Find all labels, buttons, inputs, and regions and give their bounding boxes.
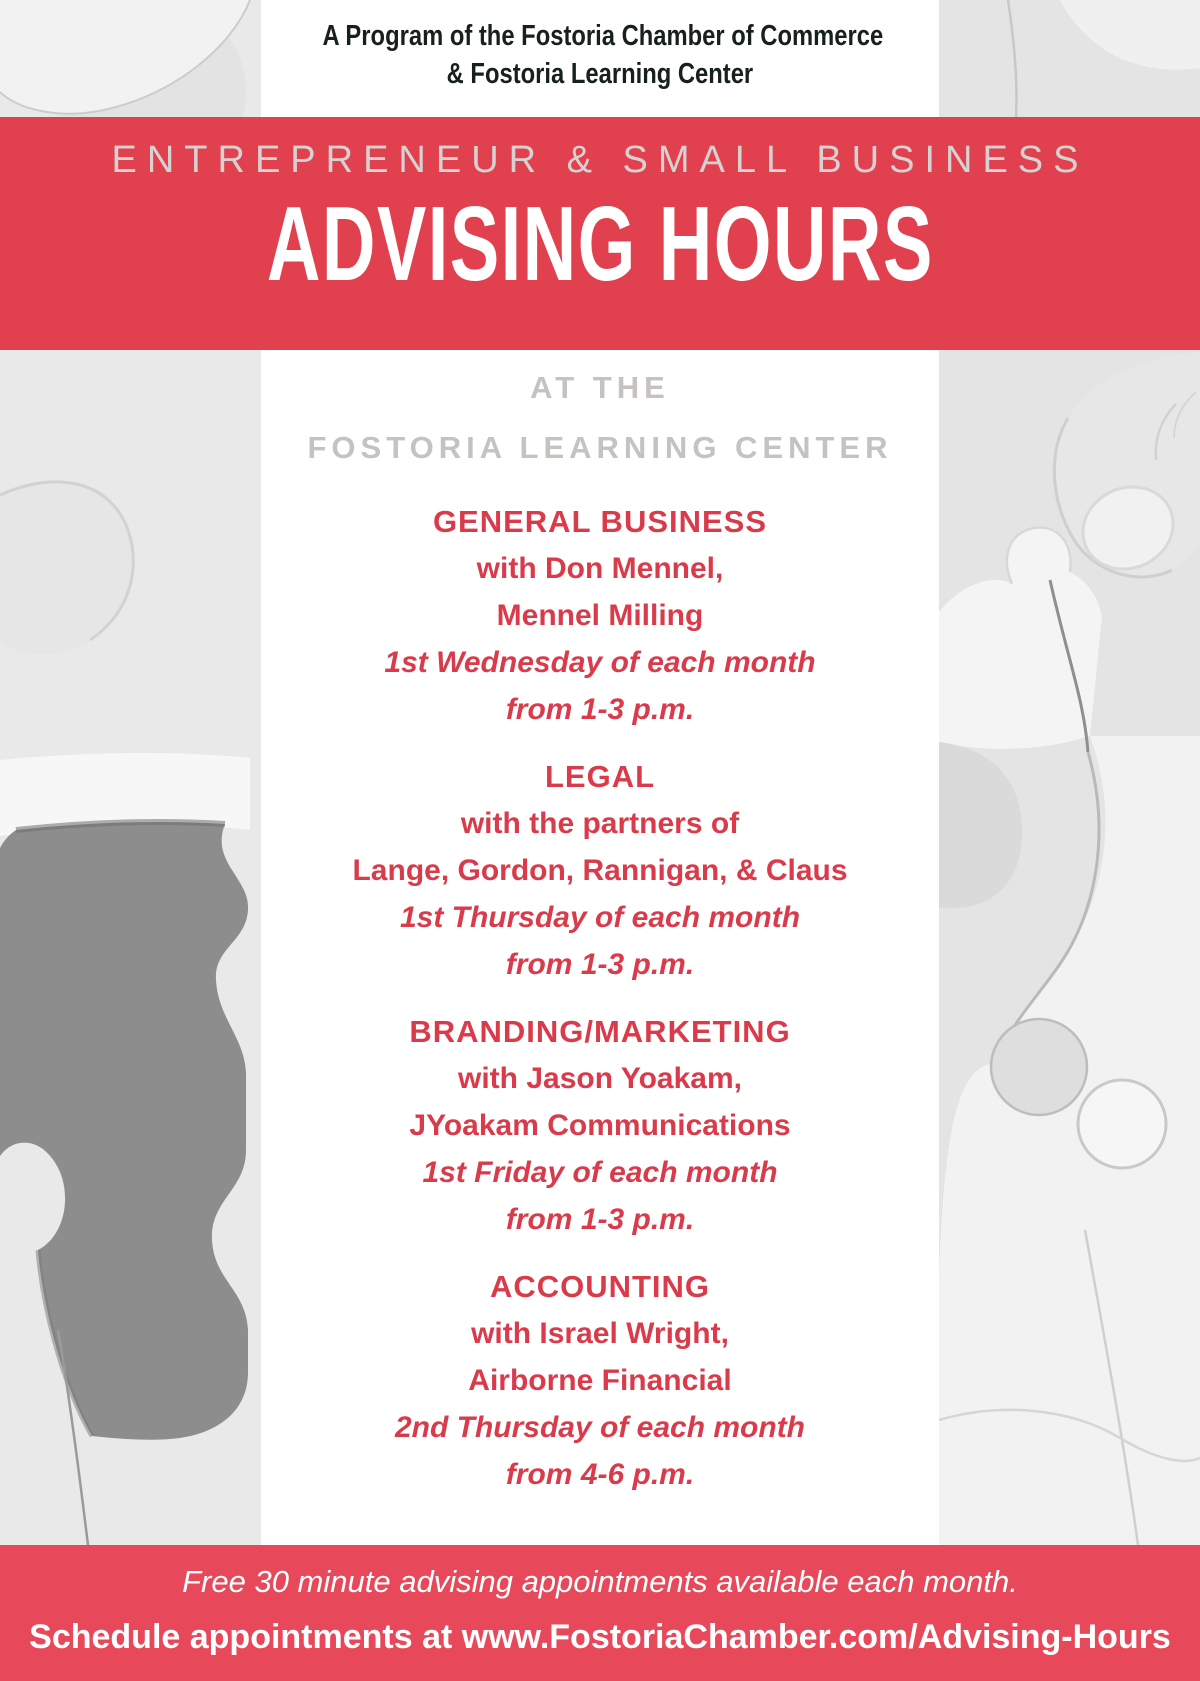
section-title: LEGAL xyxy=(544,759,656,794)
section-organization-line: JYoakam Communications xyxy=(409,1109,791,1142)
footer-schedule-url: Schedule appointments at www.FostoriaChamber.com/Advising-Hours xyxy=(29,1618,1171,1656)
advising-content xyxy=(261,350,939,1498)
program-credit-line1: A Program of the Fostoria Chamber of Commerce xyxy=(322,20,884,52)
section-general-business xyxy=(261,498,939,733)
section-day-line: 2nd Thursday of each month xyxy=(394,1411,806,1444)
location-line2: FOSTORIA LEARNING CENTER xyxy=(307,430,893,465)
section-time-line: from 4-6 p.m. xyxy=(505,1458,695,1491)
poster-title: ADVISING HOURS xyxy=(266,185,934,303)
section-title: ACCOUNTING xyxy=(489,1269,711,1304)
section-day-line: 1st Thursday of each month xyxy=(399,901,801,934)
section-organization-line: Mennel Milling xyxy=(496,599,704,632)
banner-kicker: ENTREPRENEUR & SMALL BUSINESS xyxy=(111,139,1089,181)
section-organization-line: Airborne Financial xyxy=(468,1364,732,1397)
footer-note: Free 30 minute advising appointments available each month. xyxy=(182,1564,1018,1599)
location-line1: AT THE xyxy=(530,370,670,405)
program-credit-line2: & Fostoria Learning Center xyxy=(446,58,754,90)
red-banner xyxy=(0,117,1200,350)
location-heading xyxy=(261,350,939,478)
section-advisor-line: with the partners of xyxy=(460,807,740,840)
section-day-line: 1st Wednesday of each month xyxy=(384,646,816,679)
section-title: GENERAL BUSINESS xyxy=(432,504,768,539)
section-accounting xyxy=(261,1263,939,1498)
section-time-line: from 1-3 p.m. xyxy=(505,693,695,726)
section-time-line: from 1-3 p.m. xyxy=(505,1203,695,1236)
footer-band xyxy=(0,1545,1200,1681)
section-advisor-line: with Don Mennel, xyxy=(476,552,724,585)
section-organization-line: Lange, Gordon, Rannigan, & Claus xyxy=(352,854,848,887)
section-advisor-line: with Israel Wright, xyxy=(471,1317,729,1350)
section-title: BRANDING/MARKETING xyxy=(409,1014,791,1049)
section-advisor-line: with Jason Yoakam, xyxy=(458,1062,742,1095)
section-branding-marketing xyxy=(261,1008,939,1243)
section-legal xyxy=(261,753,939,988)
section-time-line: from 1-3 p.m. xyxy=(505,948,695,981)
program-credit xyxy=(261,0,939,93)
section-day-line: 1st Friday of each month xyxy=(422,1156,778,1189)
